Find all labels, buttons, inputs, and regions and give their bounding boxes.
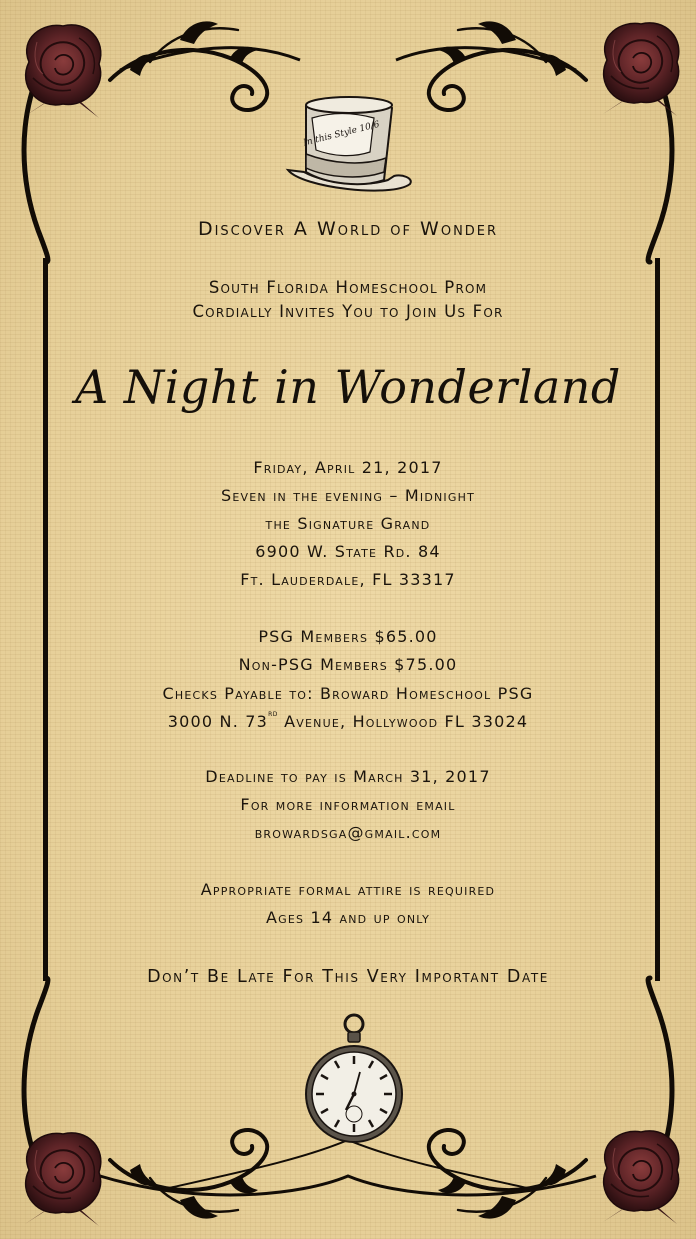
rose-icon (586, 1124, 696, 1224)
address-street: Avenue, Hollywood FL 33024 (277, 712, 529, 731)
contact-email: browardsga@gmail.com (254, 823, 442, 842)
price-non-members: Non-PSG Members $75.00 (238, 655, 458, 674)
rose-icon (8, 18, 118, 118)
address-ordinal: rd (268, 709, 278, 719)
top-hat-icon (282, 92, 414, 204)
event-date: Friday, April 21, 2017 (253, 458, 443, 477)
venue-city: Ft. Lauderdale, FL 33317 (240, 570, 456, 589)
rose-icon (8, 1126, 118, 1226)
rose-icon (586, 16, 696, 116)
payable-to: Checks Payable to: Broward Homeschool PSG (162, 684, 534, 703)
price-members: PSG Members $65.00 (258, 627, 438, 646)
address-number: 3000 N. 73 (167, 712, 269, 731)
deadline: Deadline to pay is March 31, 2017 (205, 767, 491, 786)
event-title: A Night in Wonderland (75, 360, 621, 414)
event-time: Seven in the evening – Midnight (220, 486, 475, 505)
venue-street: 6900 W. State Rd. 84 (255, 542, 441, 561)
host-line-2: Cordially Invites You to Join Us For (192, 302, 504, 321)
hat-label: In this Style 10/6 (302, 119, 381, 149)
pocket-watch-icon (302, 1012, 406, 1144)
venue-name: the Signature Grand (265, 514, 431, 533)
info-line: For more information email (240, 795, 456, 814)
payment-address (0, 709, 696, 731)
host-line-1: South Florida Homeschool Prom (208, 278, 488, 297)
age-note: Ages 14 and up only (265, 908, 431, 927)
closing-line: Don’t Be Late For This Very Important Date (147, 967, 549, 987)
heading: Discover A World of Wonder (197, 218, 499, 240)
attire-note: Appropriate formal attire is required (200, 880, 496, 899)
